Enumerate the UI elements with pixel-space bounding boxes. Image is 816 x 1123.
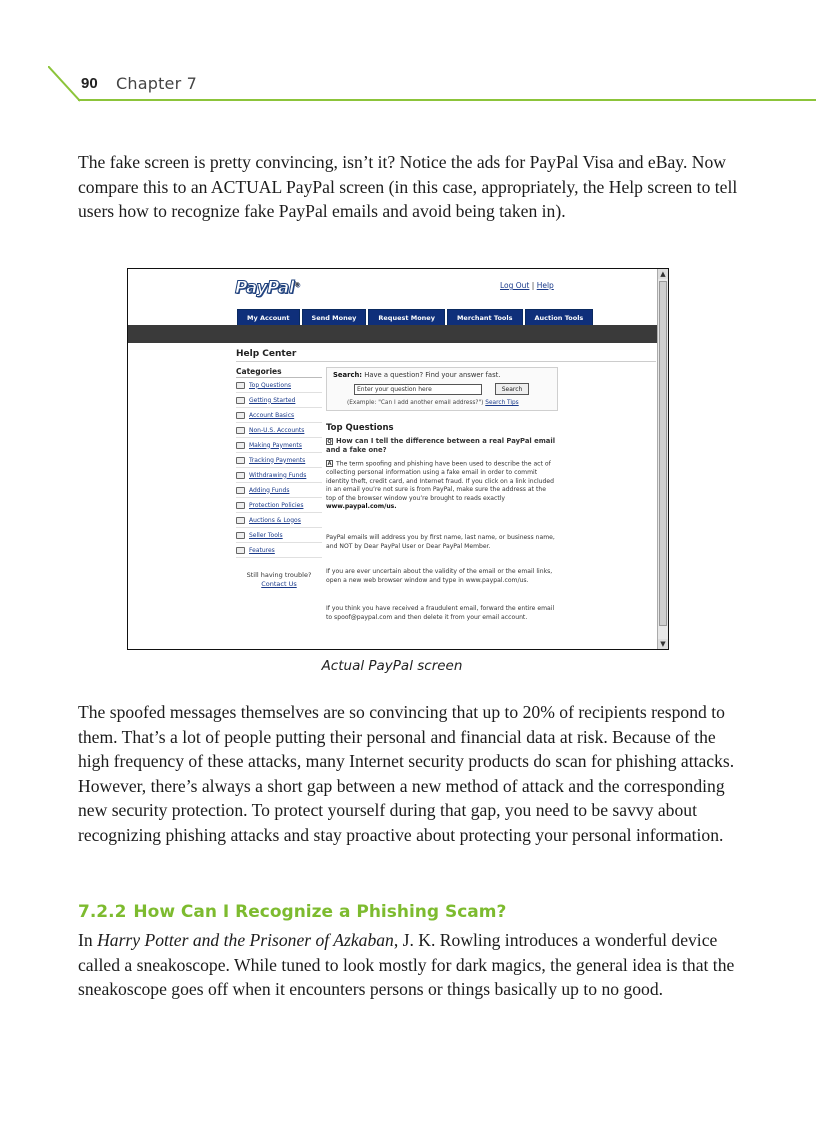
list-item[interactable]: Adding Funds <box>236 483 322 498</box>
question: Q How can I tell the difference between a real PayPal email and a fake one? <box>326 437 556 454</box>
folder-icon <box>236 547 245 554</box>
tab-request-money[interactable]: Request Money <box>368 309 445 326</box>
body-paragraph-1: The fake screen is pretty convincing, isn’t it? Notice the ads for PayPal Visa and eBay. Now compare this to an ACTUAL PayPal screen (in this case, appropriately, the Help screen to tell users how to recognize fake PayPal emails and avoid being taken in). <box>78 152 738 222</box>
categories-title: Categories <box>236 367 322 378</box>
logout-link[interactable]: Log Out <box>500 281 530 290</box>
list-item[interactable]: Features <box>236 543 322 558</box>
list-item[interactable]: Seller Tools <box>236 528 322 543</box>
list-item[interactable]: Account Basics <box>236 408 322 423</box>
answer-1: A The term spoofing and phishing have been used to describe the act of collecting personal information using a fake email in order to commit identity theft, credit card, and Internet fraud. If you click on a link included in an email you’re not sure is from PayPal, make sure the address at the top of the browser window you’re brought to reads exactly www.paypal.com/us. <box>326 460 555 511</box>
search-tips-link[interactable]: Search Tips <box>485 400 519 406</box>
search-button[interactable]: Search <box>495 383 529 395</box>
tab-auction-tools[interactable]: Auction Tools <box>525 309 594 326</box>
scroll-thumb[interactable] <box>659 281 667 626</box>
folder-icon <box>236 457 245 464</box>
q-icon: Q <box>327 438 332 445</box>
answer-4: If you think you have received a fraudulent email, forward the entire email to spoof@paypal.com and then delete it from your email account. <box>326 605 555 621</box>
page-number: 90 <box>81 75 98 92</box>
folder-icon <box>236 472 245 479</box>
running-header <box>48 66 816 102</box>
scrollbar[interactable] <box>657 269 668 649</box>
folder-icon <box>236 532 245 539</box>
list-item[interactable]: Getting Started <box>236 393 322 408</box>
list-item[interactable]: Withdrawing Funds <box>236 468 322 483</box>
nav-tabs <box>237 309 595 326</box>
contact-us-link[interactable]: Contact Us <box>261 580 297 588</box>
answer-3: If you are ever uncertain about the validity of the email or the email links, open a new web browser window and type in www.paypal.com/us. <box>326 568 553 584</box>
tab-merchant-tools[interactable]: Merchant Tools <box>447 309 523 326</box>
header-rule <box>78 99 816 101</box>
list-item[interactable]: Tracking Payments <box>236 453 322 468</box>
book-title: Harry Potter and the Prisoner of Azkaban <box>97 930 394 950</box>
help-link[interactable]: Help <box>536 281 554 290</box>
search-box: Search: Have a question? Find your answer fast. Enter your question here Search (Example: "Can I add another email address?") Search Tips <box>326 367 558 411</box>
paypal-screenshot <box>127 268 669 650</box>
folder-icon <box>236 382 245 389</box>
folder-icon <box>236 427 245 434</box>
list-item[interactable]: Non-U.S. Accounts <box>236 423 322 438</box>
subnav-bar <box>128 325 658 343</box>
answer-2: PayPal emails will address you by first name, last name, or business name, and NOT by Dear PayPal User or Dear PayPal Member. <box>326 534 555 550</box>
top-questions-title: Top Questions <box>326 423 394 433</box>
a-icon: A <box>327 461 332 467</box>
tab-my-account[interactable]: My Account <box>237 309 300 326</box>
help-center-title: Help Center <box>236 349 297 359</box>
scroll-up-icon[interactable]: ▲ <box>658 269 668 279</box>
folder-icon <box>236 412 245 419</box>
list-item[interactable]: Top Questions <box>236 378 322 393</box>
list-item[interactable]: Protection Policies <box>236 498 322 513</box>
folder-icon <box>236 502 245 509</box>
divider <box>236 361 656 362</box>
body-paragraph-3: In Harry Potter and the Prisoner of Azkaban, J. K. Rowling introduces a wonderful device called a sneakoscope. While tuned to look mostly for dark magics, the general idea is that the sneakoscope goes off when it encounters persons or things basically up to no good. <box>78 930 735 1000</box>
folder-icon <box>236 442 245 449</box>
chapter-label: Chapter 7 <box>116 74 198 93</box>
still-trouble: Still having trouble? Contact Us <box>236 571 322 589</box>
paypal-logo: PayPal® <box>235 278 300 298</box>
folder-icon <box>236 487 245 494</box>
list-item[interactable]: Making Payments <box>236 438 322 453</box>
body-paragraph-2: The spoofed messages themselves are so convincing that up to 20% of recipients respond to them. That’s a lot of people putting their personal and financial data at risk. Because of the high frequency of these attacks, many Internet security products do scan for phishing attacks. However, there’s always a short gap between a new method of attack and the corresponding new security protection. To protect yourself during that gap, you need to be savvy about recognizing phishing attacks and stay proactive about protecting your personal information. <box>78 702 735 845</box>
categories-panel <box>236 367 322 558</box>
list-item[interactable]: Auctions & Logos <box>236 513 322 528</box>
section-title: How Can I Recognize a Phishing Scam? <box>133 902 507 922</box>
scroll-down-icon[interactable]: ▼ <box>658 639 668 649</box>
section-number: 7.2.2 <box>78 902 127 922</box>
section-heading <box>78 902 506 922</box>
header-corner-rule <box>48 66 80 102</box>
folder-icon <box>236 517 245 524</box>
folder-icon <box>236 397 245 404</box>
figure-caption: Actual PayPal screen <box>321 658 463 674</box>
tab-send-money[interactable]: Send Money <box>302 309 367 326</box>
top-links: Log Out | Help <box>500 281 554 290</box>
search-input[interactable]: Enter your question here <box>354 384 482 395</box>
